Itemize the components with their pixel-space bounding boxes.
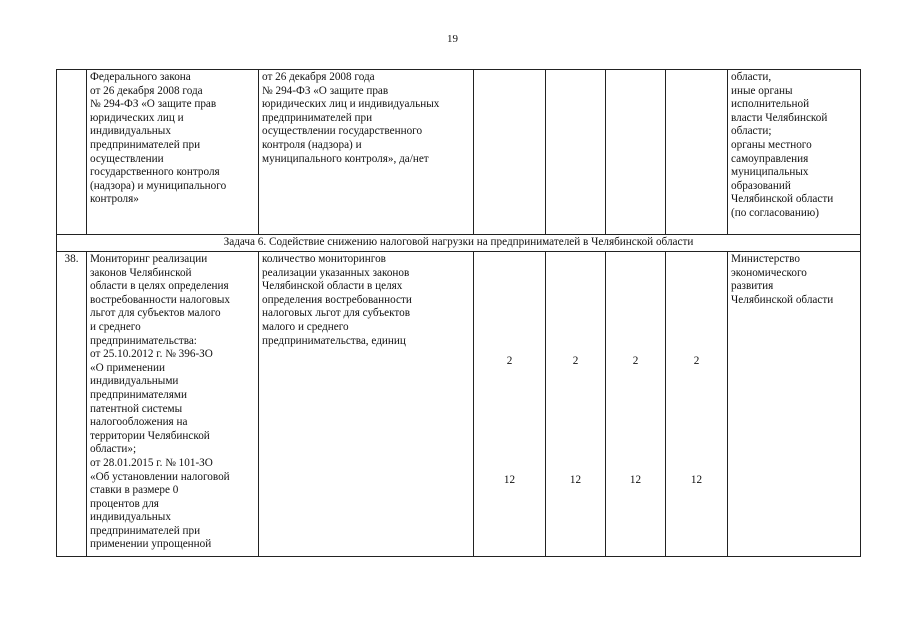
text-line: применении упрощенной <box>90 538 212 551</box>
text-line: экономического <box>731 266 807 279</box>
value-cell-year-3 <box>606 252 666 557</box>
text-line: Министерство <box>731 253 800 265</box>
indicator-cell <box>259 70 474 235</box>
text-line: востребованности налоговых <box>90 293 231 306</box>
text-line: налогообложения на <box>90 416 188 429</box>
text-line: образований <box>731 179 791 192</box>
value-first-law: 2 <box>572 355 579 367</box>
value-second-law: 12 <box>569 474 582 486</box>
text-line: Мониторинг реализации <box>90 253 208 265</box>
text-line: (по согласованию) <box>731 206 819 219</box>
event-name-cell <box>87 70 259 235</box>
row-number-cell: 38. <box>57 252 87 557</box>
value-second-law: 12 <box>629 474 642 486</box>
text-line: от 28.01.2015 г. № 101-ЗО <box>90 456 213 469</box>
value-cell-year-4 <box>666 252 728 557</box>
text-line: индивидуальных <box>90 125 171 138</box>
text-line: осуществлении <box>90 152 164 165</box>
text-line: области, <box>731 71 772 83</box>
text-line: налоговых льгот для субъектов <box>262 307 410 320</box>
text-line: муниципальных <box>731 166 809 179</box>
text-line: реализации указанных законов <box>262 266 410 279</box>
text-line: малого и среднего <box>262 320 349 333</box>
text-line: Челябинской области <box>731 193 834 206</box>
text-line: государственного контроля <box>90 166 220 179</box>
value-cell-year-1 <box>474 70 546 235</box>
text-line: Челябинской области <box>731 293 834 306</box>
indicator-cell <box>259 252 474 557</box>
text-line: юридических лиц и <box>90 111 184 124</box>
text-line: индивидуальных <box>90 511 171 524</box>
text-line: законов Челябинской <box>90 266 192 279</box>
text-line: предпринимательства: <box>90 334 197 347</box>
text-line: органы местного <box>731 138 812 151</box>
value-first-law: 2 <box>506 355 513 367</box>
table-row-38 <box>57 252 861 557</box>
text-line: контроля» <box>90 193 139 206</box>
text-line: от 26 декабря 2008 года <box>90 84 203 97</box>
value-cell-year-4 <box>666 70 728 235</box>
value-cell-year-1 <box>474 252 546 557</box>
value-second-law: 12 <box>690 474 703 486</box>
value-first-law: 2 <box>632 355 639 367</box>
event-name-cell <box>87 252 259 557</box>
text-line: области; <box>731 125 772 138</box>
program-table <box>56 69 861 557</box>
text-line: развития <box>731 280 774 293</box>
value-cell-year-2 <box>546 70 606 235</box>
text-line: предпринимателей при <box>90 138 201 151</box>
text-line: ставки в размере 0 <box>90 484 179 497</box>
text-line: Челябинской области в целях <box>262 280 403 293</box>
text-line: области в целях определения <box>90 280 229 293</box>
value-first-law: 2 <box>693 355 700 367</box>
text-line: количество мониторингов <box>262 253 386 265</box>
executor-cell <box>728 70 861 235</box>
value-second-law: 12 <box>503 474 516 486</box>
table-row-continuation <box>57 70 861 235</box>
text-line: от 25.10.2012 г. № 396-ЗО <box>90 348 213 361</box>
text-line: и среднего <box>90 320 141 333</box>
text-line: территории Челябинской <box>90 429 210 442</box>
text-line: Федерального закона <box>90 71 191 83</box>
text-line: № 294-ФЗ «О защите прав <box>90 98 217 111</box>
text-line: «О применении <box>90 361 165 374</box>
text-line: юридических лиц и индивидуальных <box>262 98 440 111</box>
text-line: льгот для субъектов малого <box>90 307 221 320</box>
text-line: исполнительной <box>731 98 810 111</box>
text-line: самоуправления <box>731 152 809 165</box>
text-line: (надзора) и муниципального <box>90 179 227 192</box>
text-line: иные органы <box>731 84 793 97</box>
text-line: контроля (надзора) и <box>262 138 362 151</box>
text-line: «Об установлении налоговой <box>90 470 230 483</box>
task-heading: Задача 6. Содействие снижению налоговой нагрузки на предпринимателей в Челябинской области <box>57 235 861 252</box>
text-line: индивидуальными <box>90 375 179 388</box>
task-heading-row <box>57 235 861 252</box>
text-line: предпринимательства, единиц <box>262 334 406 347</box>
value-cell-year-3 <box>606 70 666 235</box>
text-line: процентов для <box>90 497 159 510</box>
text-line: патентной системы <box>90 402 183 415</box>
row-number-cell <box>57 70 87 235</box>
text-line: осуществлении государственного <box>262 125 423 138</box>
value-cell-year-2 <box>546 252 606 557</box>
text-line: определения востребованности <box>262 293 412 306</box>
text-line: власти Челябинской <box>731 111 828 124</box>
text-line: области»; <box>90 443 137 456</box>
text-line: № 294-ФЗ «О защите прав <box>262 84 389 97</box>
executor-cell <box>728 252 861 557</box>
text-line: от 26 декабря 2008 года <box>262 71 375 83</box>
text-line: муниципального контроля», да/нет <box>262 152 429 165</box>
text-line: предпринимателями <box>90 388 187 401</box>
text-line: предпринимателей при <box>262 111 373 124</box>
page-number: 19 <box>447 33 458 45</box>
text-line: предпринимателей при <box>90 524 201 537</box>
